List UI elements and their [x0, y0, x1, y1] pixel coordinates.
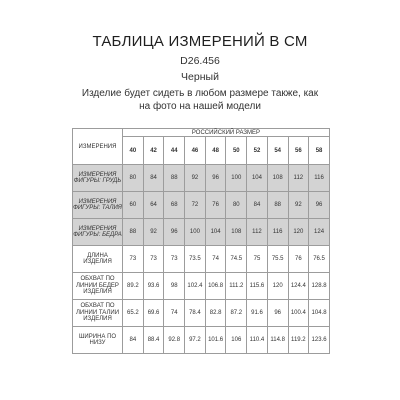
table-cell: 106 — [226, 327, 247, 354]
size-header-cell: 52 — [247, 137, 268, 165]
row-label: ИЗМЕРЕНИЯ ФИГУРЫ: ГРУДЬ — [73, 165, 123, 192]
table-cell: 82.8 — [205, 300, 226, 327]
size-header-cell: 42 — [143, 137, 164, 165]
table-cell: 76 — [205, 192, 226, 219]
table-cell: 88 — [164, 165, 185, 192]
table-cell: 96 — [164, 219, 185, 246]
table-cell: 75 — [247, 246, 268, 273]
table-cell: 96 — [267, 300, 288, 327]
fit-note: Изделие будет сидеть в любом размере также, как на фото на нашей модели — [81, 88, 319, 112]
table-cell: 112 — [288, 165, 309, 192]
table-cell: 120 — [288, 219, 309, 246]
table-cell: 92.8 — [164, 327, 185, 354]
table-cell: 96 — [309, 192, 330, 219]
table-row — [73, 192, 330, 219]
table-cell: 93.6 — [143, 273, 164, 300]
table-cell: 106.8 — [205, 273, 226, 300]
table-cell: 102.4 — [185, 273, 206, 300]
corner-label: ИЗМЕРЕНИЯ — [73, 129, 123, 165]
table-cell: 92 — [143, 219, 164, 246]
size-header-cell: 50 — [226, 137, 247, 165]
table-cell: 89.2 — [123, 273, 144, 300]
size-header-cell: 46 — [185, 137, 206, 165]
table-cell: 84 — [247, 192, 268, 219]
table-cell: 73.5 — [185, 246, 206, 273]
page-title: ТАБЛИЦА ИЗМЕРЕНИЙ В СМ — [92, 33, 308, 50]
row-label: ШИРИНА ПО НИЗУ — [73, 327, 123, 354]
table-cell: 110.4 — [247, 327, 268, 354]
table-cell: 124 — [309, 219, 330, 246]
table-cell: 74.5 — [226, 246, 247, 273]
table-row — [73, 300, 330, 327]
group-header: РОССИЙСКИЙ РАЗМЕР — [123, 129, 330, 137]
table-cell: 120 — [267, 273, 288, 300]
table-cell: 101.6 — [205, 327, 226, 354]
table-cell: 80 — [226, 192, 247, 219]
table-cell: 111.2 — [226, 273, 247, 300]
table-cell: 64 — [143, 192, 164, 219]
table-cell: 69.6 — [143, 300, 164, 327]
table-cell: 68 — [164, 192, 185, 219]
size-table — [72, 128, 330, 354]
table-cell: 73 — [123, 246, 144, 273]
table-cell: 100 — [185, 219, 206, 246]
table-cell: 123.6 — [309, 327, 330, 354]
table-row — [73, 327, 330, 354]
table-row — [73, 219, 330, 246]
table-cell: 65.2 — [123, 300, 144, 327]
size-header-cell: 58 — [309, 137, 330, 165]
table-cell: 84 — [143, 165, 164, 192]
table-cell: 74 — [205, 246, 226, 273]
table-row — [73, 273, 330, 300]
table-cell: 60 — [123, 192, 144, 219]
table-cell: 119.2 — [288, 327, 309, 354]
table-cell: 72 — [185, 192, 206, 219]
size-header-cell: 48 — [205, 137, 226, 165]
table-cell: 114.8 — [267, 327, 288, 354]
size-header-cell: 44 — [164, 137, 185, 165]
table-cell: 76.5 — [309, 246, 330, 273]
table-cell: 104 — [205, 219, 226, 246]
table-cell: 100.4 — [288, 300, 309, 327]
table-cell: 104 — [247, 165, 268, 192]
row-label: ОБХВАТ ПО ЛИНИИ БЕДЕР ИЗДЕЛИЯ — [73, 273, 123, 300]
table-cell: 88.4 — [143, 327, 164, 354]
table-cell: 116 — [309, 165, 330, 192]
table-cell: 92 — [185, 165, 206, 192]
table-cell: 100 — [226, 165, 247, 192]
row-label: ИЗМЕРЕНИЯ ФИГУРЫ: ТАЛИЯ — [73, 192, 123, 219]
table-cell: 108 — [267, 165, 288, 192]
size-header-cell: 54 — [267, 137, 288, 165]
table-cell: 88 — [267, 192, 288, 219]
table-cell: 108 — [226, 219, 247, 246]
row-label: ОБХВАТ ПО ЛИНИИ ТАЛИИ ИЗДЕЛИЯ — [73, 300, 123, 327]
table-cell: 112 — [247, 219, 268, 246]
table-row — [73, 246, 330, 273]
table-cell: 76 — [288, 246, 309, 273]
table-cell: 80 — [123, 165, 144, 192]
table-cell: 92 — [288, 192, 309, 219]
article-code: D26.456 — [180, 55, 220, 67]
table-cell: 98 — [164, 273, 185, 300]
table-cell: 91.6 — [247, 300, 268, 327]
table-cell: 116 — [267, 219, 288, 246]
row-label: ДЛИНА ИЗДЕЛИЯ — [73, 246, 123, 273]
table-cell: 84 — [123, 327, 144, 354]
table-cell: 104.8 — [309, 300, 330, 327]
table-group-header-row — [73, 129, 330, 137]
table-cell: 97.2 — [185, 327, 206, 354]
size-header-cell: 56 — [288, 137, 309, 165]
table-row — [73, 165, 330, 192]
table-cell: 96 — [205, 165, 226, 192]
table-cell: 75.5 — [267, 246, 288, 273]
table-cell: 74 — [164, 300, 185, 327]
color-name: Черный — [181, 71, 219, 83]
row-label: ИЗМЕРЕНИЯ ФИГУРЫ: БЕДРА — [73, 219, 123, 246]
table-cell: 73 — [143, 246, 164, 273]
table-cell: 124.4 — [288, 273, 309, 300]
table-cell: 128.8 — [309, 273, 330, 300]
table-cell: 88 — [123, 219, 144, 246]
table-cell: 87.2 — [226, 300, 247, 327]
table-cell: 78.4 — [185, 300, 206, 327]
table-cell: 73 — [164, 246, 185, 273]
table-cell: 115.6 — [247, 273, 268, 300]
size-header-cell: 40 — [123, 137, 144, 165]
